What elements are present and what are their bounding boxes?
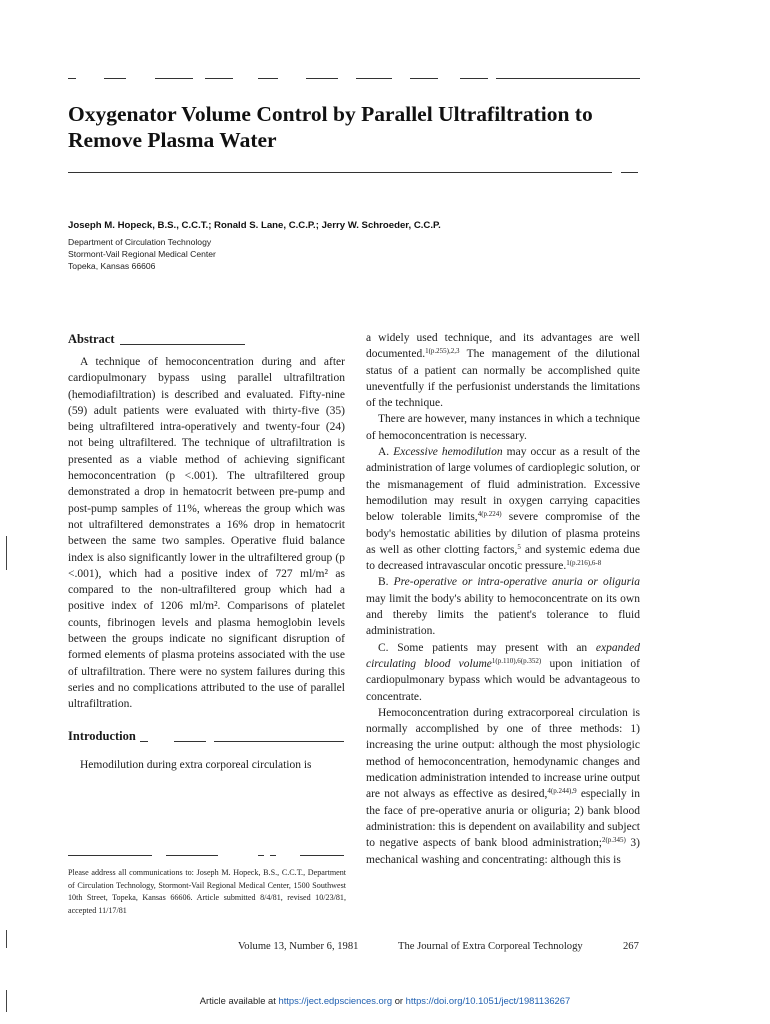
title-rule bbox=[68, 172, 612, 173]
citation-ref: 1(p.216),6-8 bbox=[566, 559, 602, 568]
p6-text-a: Hemoconcentration during extracorporeal circulation is normally accomplished by one of three methods: 1) increasing the urine output: although the most physiologic method of hemoconcentration, hemodynamic changes and medication administration intended to increase urine output are not always as effective as desired, bbox=[366, 706, 641, 801]
footer-journal: The Journal of Extra Corporeal Technology bbox=[398, 941, 583, 952]
p3-text-a: may occur as a result of the administration of large volumes of cardioplegic solution, or the mismanagement of fluid administration. Excessive hemodilution may result in oxygen carrying capacities below tolerable limits, bbox=[366, 446, 640, 524]
p1-text-a: a widely used technique, and its advantages are well documented. bbox=[366, 332, 640, 361]
right-paragraph-4 bbox=[366, 574, 640, 639]
p4-emphasis: Pre-operative or intra-operative anuria or oliguria bbox=[393, 576, 641, 589]
journal-site-link[interactable]: https://ject.edpsciences.org bbox=[278, 995, 393, 1006]
citation-ref: 4(p.244),9 bbox=[547, 787, 577, 796]
p6-text-b: especially in the face of pre-operative anuria or oliguria; 2) bank blood administration: this is dependent on availability and subject to negative aspects of bank blood administration; bbox=[366, 788, 640, 850]
introduction-heading-label: Introduction bbox=[68, 728, 136, 743]
article-link-prefix: Article available at bbox=[199, 995, 279, 1006]
right-paragraph-6 bbox=[366, 705, 640, 868]
abstract-body bbox=[68, 354, 345, 713]
footer-page-number: 267 bbox=[623, 941, 639, 952]
right-paragraph-2: There are however, many instances in which a technique of hemoconcentration is necessary. bbox=[366, 413, 640, 442]
article-link-or: or bbox=[392, 995, 406, 1006]
p1-text-b: The management of the dilutional status of a patient can normally be accomplished quite uneventfully if the perfusionist understands the limitations of the technique. bbox=[366, 348, 640, 410]
affiliation-department: Department of Circulation Technology bbox=[68, 237, 212, 247]
right-paragraph-1 bbox=[366, 330, 640, 411]
right-column bbox=[366, 330, 640, 868]
article-availability bbox=[0, 995, 770, 1006]
citation-ref: 1(p.110),6(p.352) bbox=[491, 656, 542, 665]
left-column bbox=[68, 332, 345, 773]
title-line-1: Oxygenator Volume Control by Parallel Ultrafiltration to bbox=[68, 102, 593, 126]
scan-margin-mark bbox=[6, 930, 7, 948]
affiliation-city: Topeka, Kansas 66606 bbox=[68, 261, 156, 271]
p5-emphasis: expanded circulating blood volume bbox=[366, 641, 640, 670]
p5-label: C. Some patients may present with an bbox=[378, 641, 596, 654]
title-rule-end bbox=[621, 172, 638, 173]
article-title bbox=[68, 101, 668, 153]
title-line-2: Remove Plasma Water bbox=[68, 128, 277, 152]
citation-ref: 5 bbox=[517, 542, 521, 551]
citation-ref: 4(p.224) bbox=[477, 510, 502, 519]
introduction-text: Hemodilution during extra corporeal circulation is bbox=[80, 758, 312, 771]
right-paragraph-5 bbox=[366, 640, 640, 705]
p6-text-c: 3) mechanical washing and concentrating: although this is bbox=[366, 837, 640, 866]
affiliation-institution: Stormont-Vail Regional Medical Center bbox=[68, 249, 216, 259]
footer-volume: Volume 13, Number 6, 1981 bbox=[238, 941, 359, 952]
scan-margin-mark bbox=[6, 536, 7, 570]
introduction-body bbox=[68, 757, 345, 773]
p5-text-a: upon initiation of cardiopulmonary bypass which would be advantageous to concentrate. bbox=[366, 657, 640, 703]
abstract-heading-label: Abstract bbox=[68, 332, 115, 346]
affiliation bbox=[68, 236, 216, 272]
citation-ref: 1(p.255),2,3 bbox=[425, 347, 460, 356]
p4-label: B. bbox=[378, 576, 394, 589]
p4-text-a: may limit the body's ability to hemoconcentrate on its own and thereby limits the patient's tolerance to fluid administration. bbox=[366, 592, 640, 638]
p3-emphasis: Excessive hemodilution bbox=[393, 446, 503, 459]
author-list: Joseph M. Hopeck, B.S., C.C.T.; Ronald S. Lane, C.C.P.; Jerry W. Schroeder, C.C.P. bbox=[68, 220, 441, 231]
p3-text-c: and systemic edema due to decreased intravascular oncotic pressure. bbox=[366, 543, 641, 573]
citation-ref: 2(p.345) bbox=[601, 836, 626, 845]
abstract-text: A technique of hemoconcentration during and after cardiopulmonary bypass using parallel ultrafiltration (hemodiafiltration) is described and evaluated. Fifty-nine (59) adult patients were evaluated with thirty-five (35) being ultrafiltered intra-operatively and twenty-four (24) not being ultrafiltered. The technique of ultrafiltration is presented as a viable method of achieving significant hemoconcentration (p <.001). The ultrafiltered group demonstrated a drop in hematocrit between pre-pump and post-pump samples of 11%, whereas the group which was not ultrafiltered demonstrates a 16% drop in hematocrit between the same two samples. Operative fluid balance index is also significantly lower in the ultrafiltered group (p <.001), which had a positive index of 727 ml/m² as compared to the non-ultrafiltered group which had a positive index of 1206 ml/m². Comparisons of platelet counts, fibrinogen levels and plasma hemoglobin levels between the groups indicate no significant disruption of formed elements of plasma proteins associated with the use of ultrafiltration. There were no system failures during this series and no complications attributed to the use of parallel ultrafiltration. bbox=[68, 356, 345, 711]
correspondence-footnote: Please address all communications to: Joseph M. Hopeck, B.S., C.C.T., Department of Circulation Technology, Stormont-Vail Regional Medical Center, 1500 Southwest 10th Street, Topeka, Kansas 66606. Article submitted 8/4/81, revised 10/23/81, accepted 11/17/81 bbox=[68, 868, 346, 915]
abstract-heading bbox=[68, 332, 345, 350]
introduction-heading bbox=[68, 729, 345, 747]
right-paragraph-3 bbox=[366, 444, 640, 574]
doi-link[interactable]: https://doi.org/10.1051/ject/1981136267 bbox=[405, 995, 571, 1006]
p3-text-b: severe compromise of the body's hemostatic abilities by dilution of plasma proteins as well as other clotting factors, bbox=[366, 511, 640, 556]
p3-label: A. bbox=[378, 446, 394, 459]
